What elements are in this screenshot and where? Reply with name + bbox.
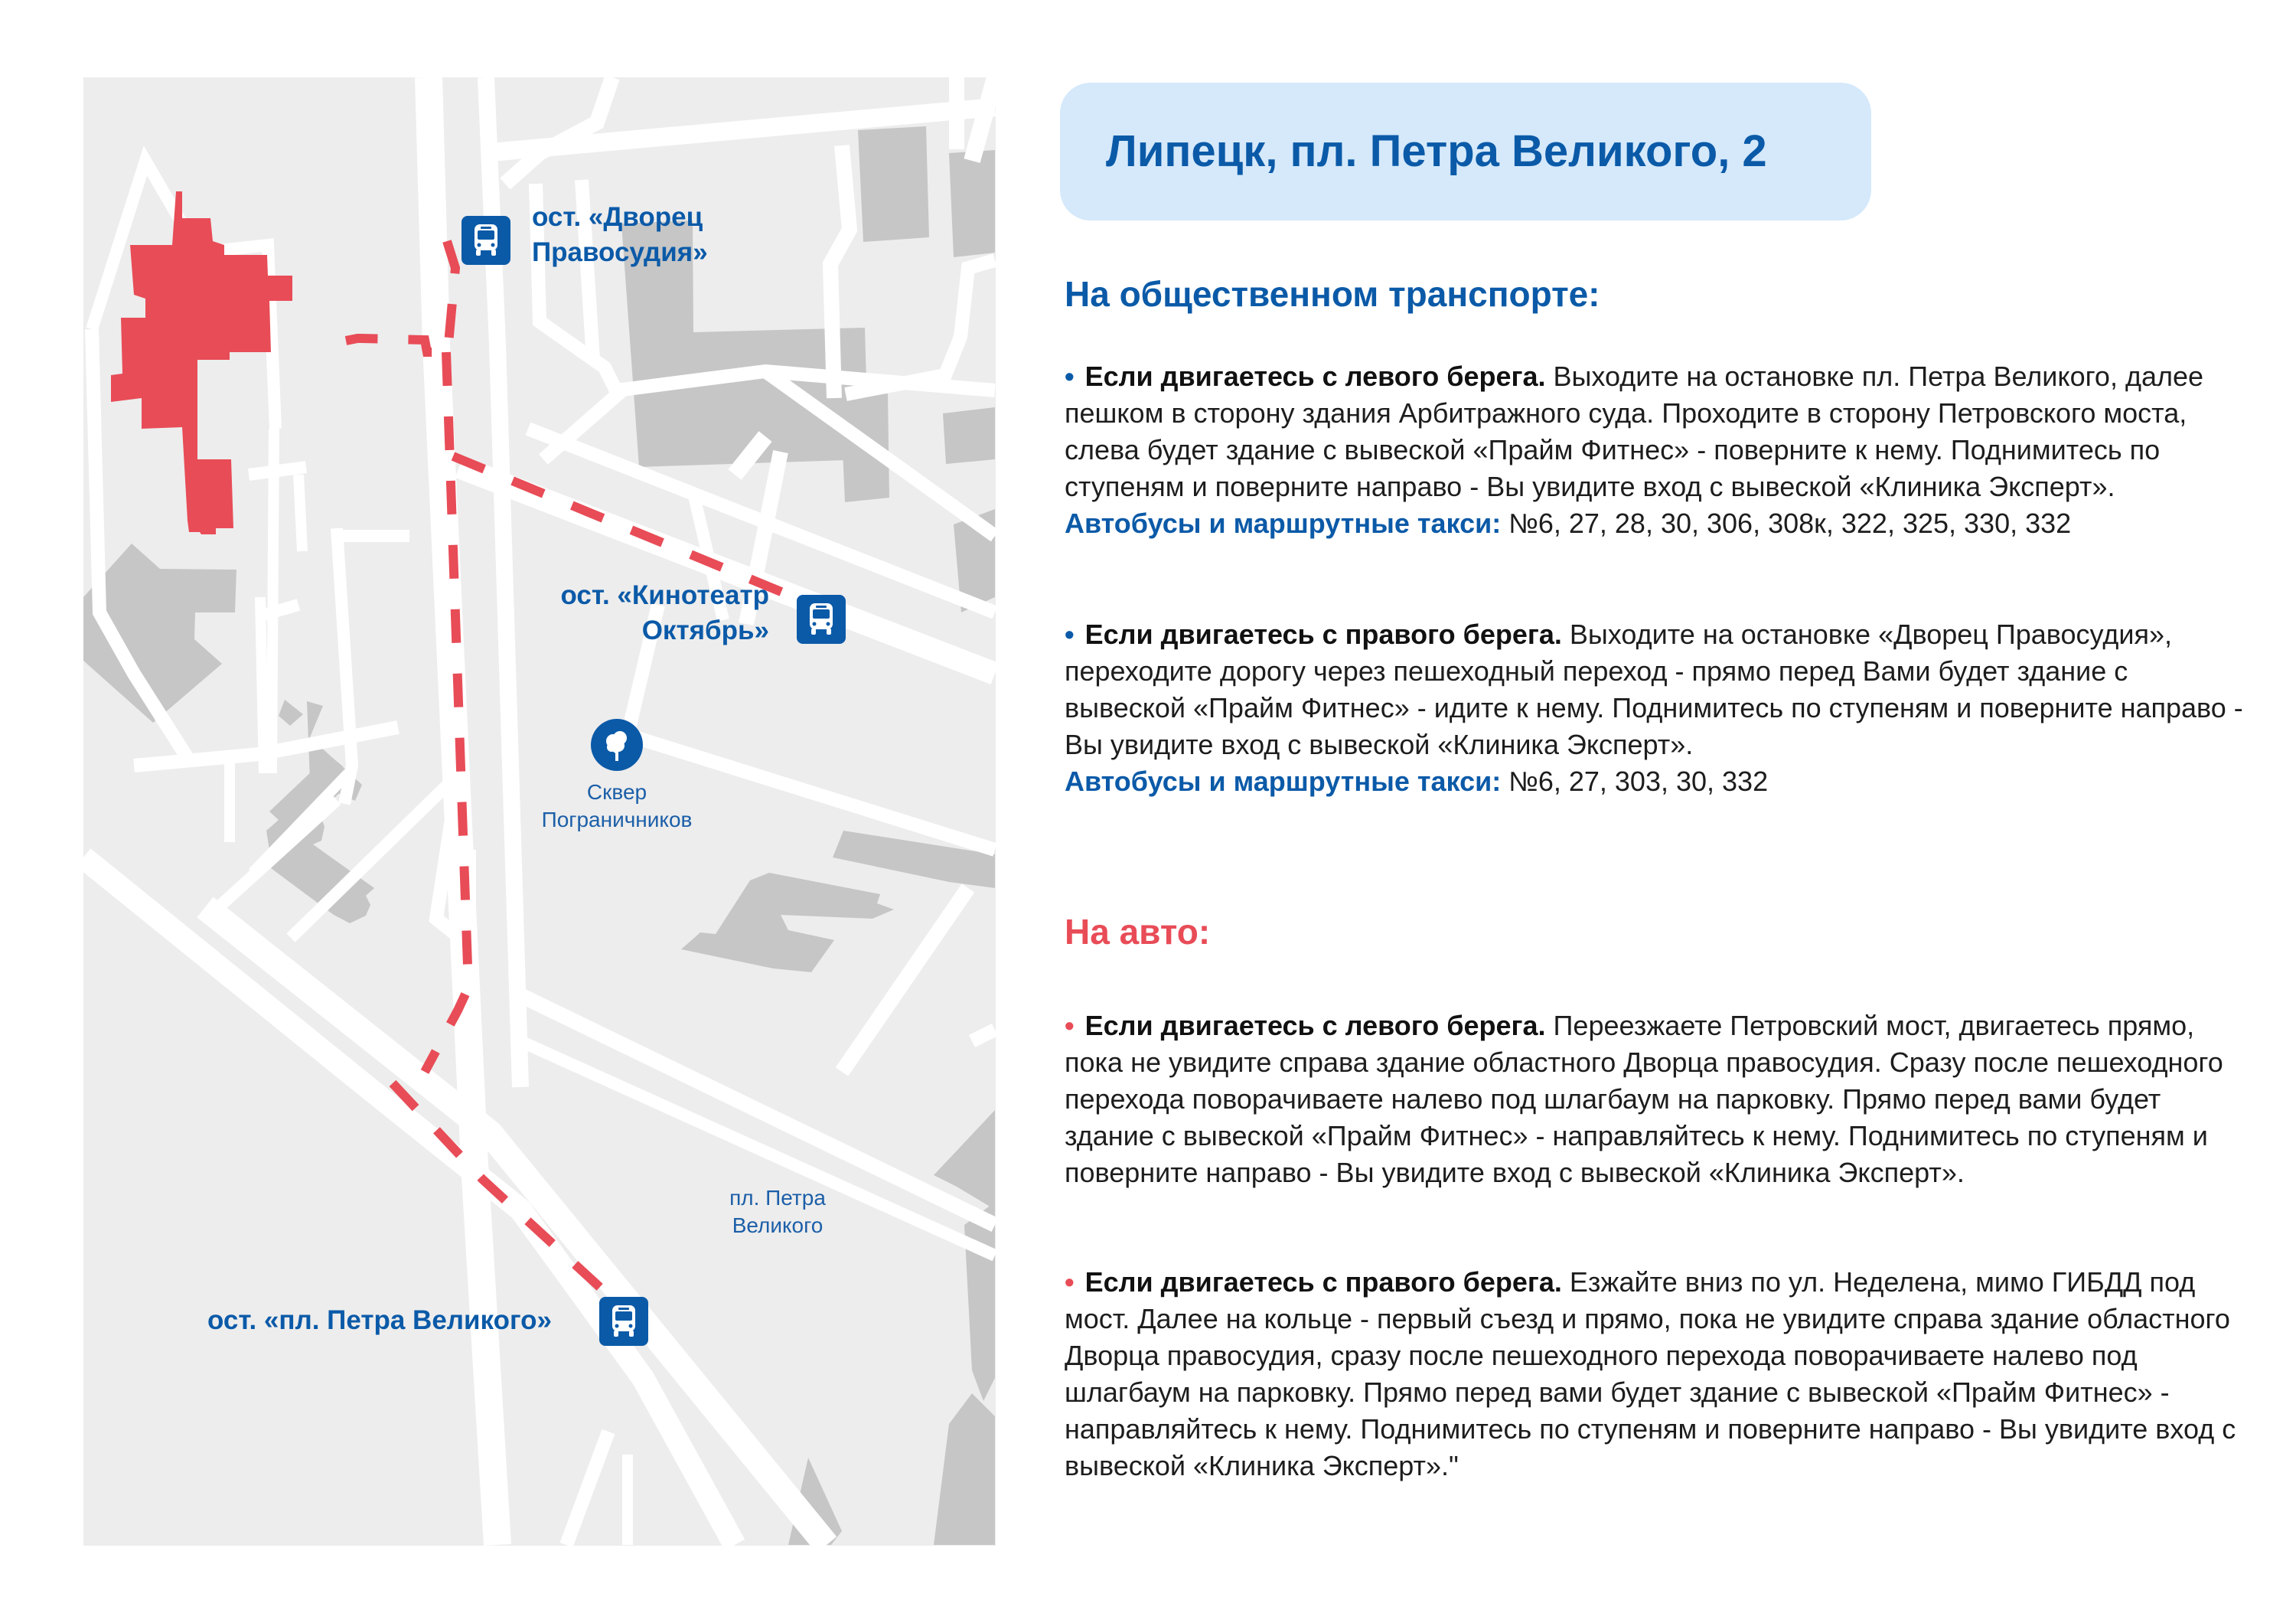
bullet-icon: • (1065, 619, 1075, 650)
stop-label-kinoteatr-oktyabr: ост. «Кинотеатр Октябрь» (560, 580, 769, 645)
building (943, 407, 995, 464)
instruction-text: Переезжаете Петровский мост, двигаетесь прямо, пока не увидите справа здание областного Дворца правосудия. Сразу после пешеходного перехода поворачиваете налево под шлагбаум на парковку. Прямо перед вами будет здание с вывеской «Прайм Фитнес» - направляйтесь к нему. Поднимитесь по ступеням и поверните направо - Вы увидите вход с вывеской «Клиника Эксперт». (1065, 1010, 2223, 1188)
routes-line (1065, 763, 2243, 800)
building (681, 873, 894, 972)
building (964, 1202, 995, 1401)
building (949, 150, 995, 257)
building (279, 700, 303, 726)
bullet-icon: • (1065, 1266, 1075, 1298)
instruction-lead: Если двигаетесь с левого берега. (1084, 1010, 1546, 1041)
stop-label-dvorets-pravosudiya: ост. «Дворец Правосудия» (532, 202, 708, 267)
routes-label: Автобусы и маршрутные такси: (1065, 766, 1502, 797)
heading-by-car: На авто: (1065, 912, 1211, 952)
park-marker[interactable] (591, 719, 643, 771)
instruction-car-right-bank (1065, 1264, 2243, 1484)
bus-icon (797, 595, 846, 644)
park-tree-icon (591, 719, 643, 771)
routes-list: №6, 27, 28, 30, 306, 308к, 322, 325, 330, 332 (1501, 508, 2072, 539)
instruction-text: Езжайте вниз по ул. Неделена, мимо ГИБДД под мост. Далее на кольце - первый съезд и прямо, пока не увидите справа здание областного Дворца правосудия, сразу после пешеходного перехода поворачиваете налево под шлагбаум на парковку. Прямо перед вами будет здание с вывеской «Прайм Фитнес» - направляйтесь к нему. Поднимитесь по ступеням и поверните направо - Вы увидите вход с вывеской «Клиника Эксперт»." (1065, 1266, 2236, 1481)
bullet-icon: • (1065, 361, 1075, 392)
routes-label: Автобусы и маршрутные такси: (1065, 508, 1502, 539)
instruction-text: Выходите на остановке «Дворец Правосудия», переходите дорогу через пешеходный переход - прямо перед Вами будет здание с вывеской «Прайм Фитнес» - идите к нему. Поднимитесь по ступеням и поверните направо - Вы увидите вход с вывеской «Клиника Эксперт». (1065, 619, 2243, 760)
address-banner (1060, 83, 1871, 220)
instruction-text: Выходите на остановке пл. Петра Великого, далее пешком в сторону здания Арбитражного суда. Проходите в сторону Петровского моста, слева будет здание с вывеской «Прайм Фитнес» - поверните к нему. Поднимитесь по ступеням и поверните направо - Вы увидите вход с вывеской «Клиника Эксперт». (1065, 361, 2204, 502)
instruction-public-left-bank (1065, 358, 2243, 542)
bus-stop-icon[interactable] (461, 216, 510, 265)
bus-icon (599, 1297, 648, 1346)
place-label-pl-petra-velikogo: пл. Петра Великого (729, 1186, 826, 1237)
instruction-lead: Если двигаетесь с правого берега. (1084, 619, 1562, 650)
bus-icon (461, 216, 510, 265)
routes-list: №6, 27, 303, 30, 332 (1501, 766, 1769, 797)
instruction-lead: Если двигаетесь с правого берега. (1084, 1266, 1562, 1298)
bullet-icon: • (1065, 1010, 1075, 1041)
routes-line (1065, 505, 2243, 542)
stop-label-pl-petra-velikogo: ост. «пл. Петра Великого» (207, 1305, 552, 1335)
bus-stop-icon[interactable] (797, 595, 846, 644)
place-label-skver-pogranichnikov: Сквер Пограничников (541, 780, 693, 831)
address-title: Липецк, пл. Петра Великого, 2 (1106, 126, 1767, 176)
heading-public-transport: На общественном транспорте: (1065, 274, 1600, 314)
building (858, 126, 929, 242)
building (934, 1393, 995, 1545)
instruction-car-left-bank (1065, 1007, 2243, 1191)
instruction-public-right-bank (1065, 616, 2243, 800)
bus-stop-icon[interactable] (599, 1297, 648, 1346)
instruction-lead: Если двигаетесь с левого берега. (1084, 361, 1546, 392)
route-map[interactable] (83, 77, 996, 1546)
